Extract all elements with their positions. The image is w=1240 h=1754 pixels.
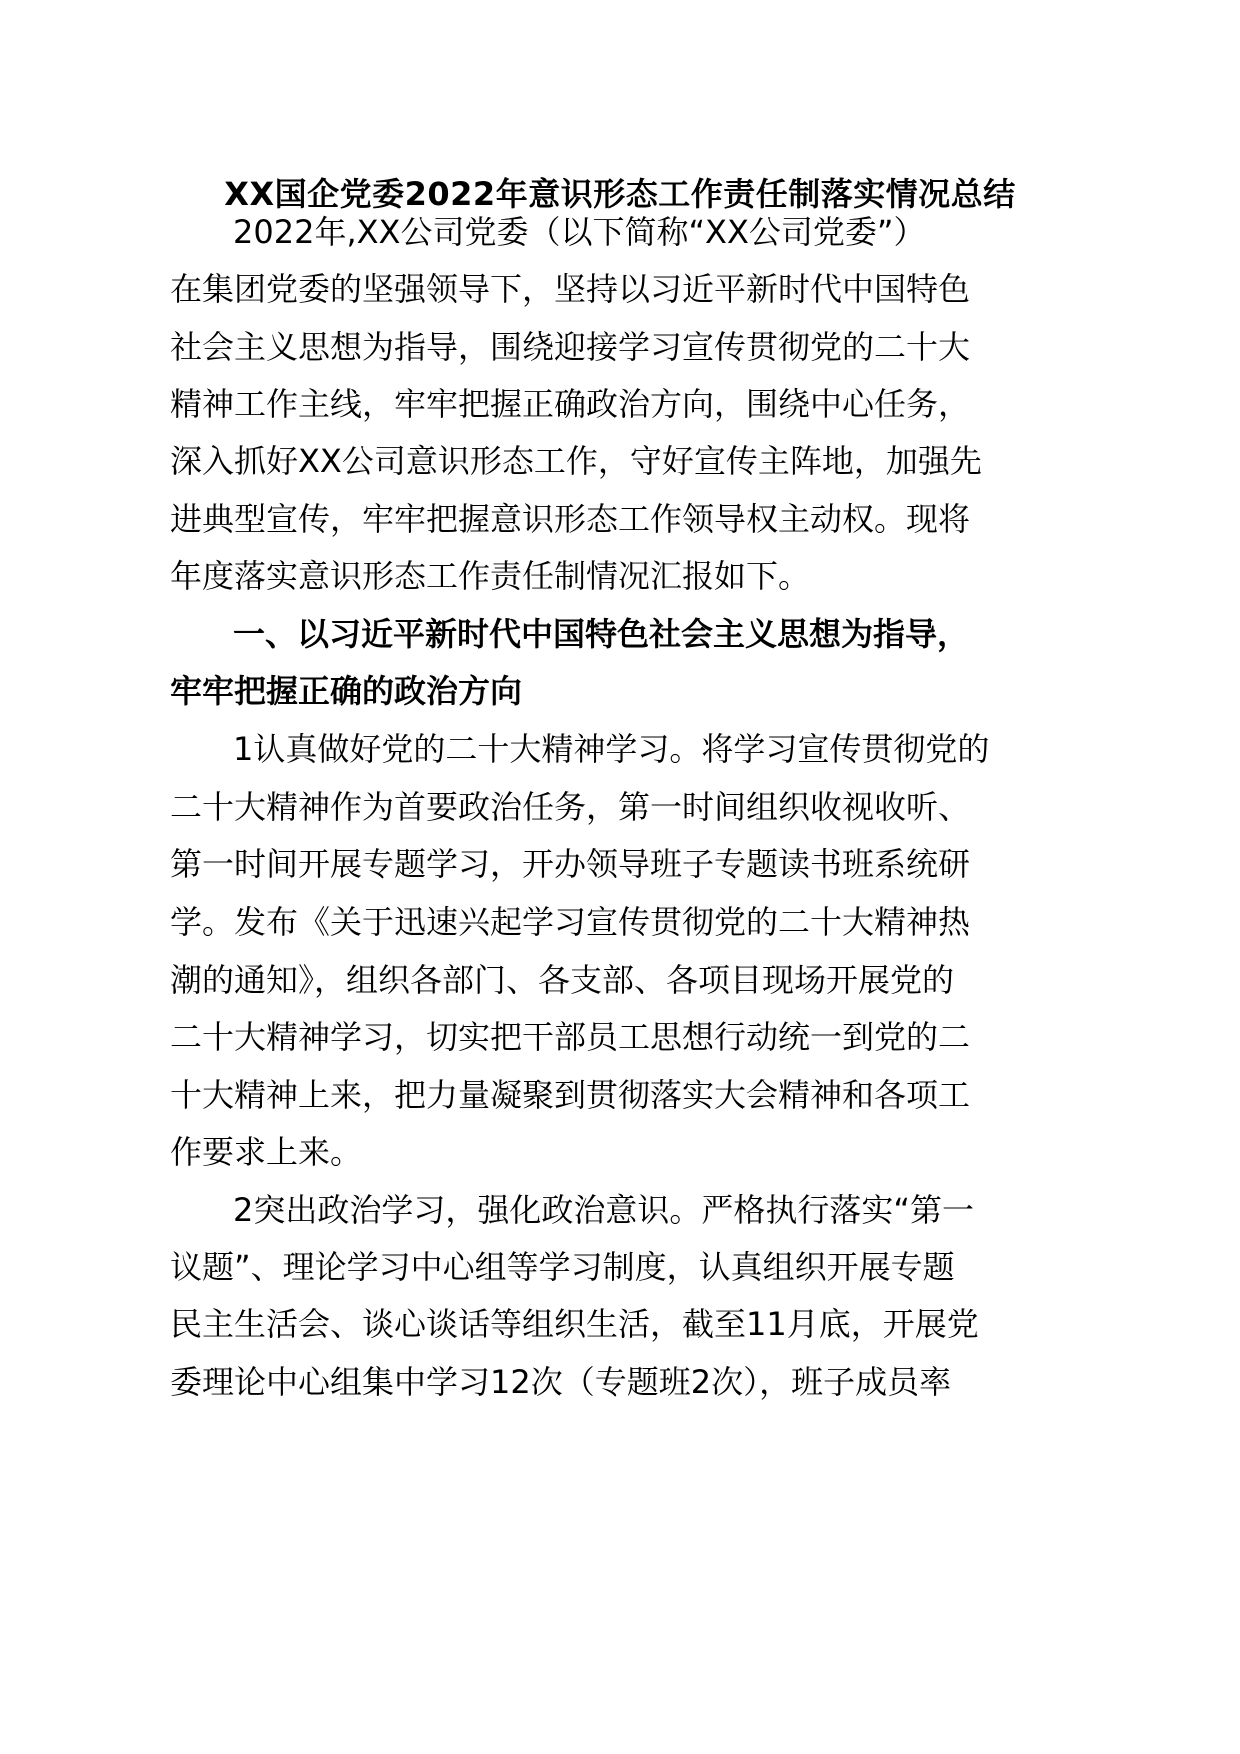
text-line: 在集团党委的坚强领导下，坚持以习近平新时代中国特色 <box>170 270 971 308</box>
text-line: 潮的通知》，组织各部门、各支部、各项目现场开展党的 <box>170 961 955 999</box>
text-line: 2022年,XX公司党委（以下简称“XX公司党委”） <box>233 213 926 251</box>
text-line: 第一时间开展专题学习，开办领导班子专题读书班系统研 <box>170 845 971 883</box>
text-line: 2突出政治学习，强化政治意识。严格执行落实“第一 <box>233 1191 974 1229</box>
text-line: 作要求上来。 <box>170 1133 363 1171</box>
text-line: 1认真做好党的二十大精神学习。将学习宣传贯彻党的 <box>233 730 990 768</box>
text-line: 学。发布《关于迅速兴起学习宣传贯彻党的二十大精神热 <box>170 903 971 941</box>
text-line: 进典型宣传，牢牢把握意识形态工作领导权主动权。现将 <box>170 500 971 538</box>
text-line: 二十大精神学习，切实把干部员工思想行动统一到党的二 <box>170 1018 971 1056</box>
document-title: XX国企党委2022年意识形态工作责任制落实情况总结 <box>224 175 1016 213</box>
text-line: 委理论中心组集中学习12次（专题班2次），班子成员率 <box>170 1363 952 1401</box>
text-line: 社会主义思想为指导，围绕迎接学习宣传贯彻党的二十大 <box>170 328 971 366</box>
text-line: 民主生活会、谈心谈话等组织生活，截至11月底，开展党 <box>170 1305 979 1343</box>
text-line: 精神工作主线，牢牢把握正确政治方向，围绕中心任务， <box>170 385 971 423</box>
section-heading: 一、以习近平新时代中国特色社会主义思想为指导， <box>233 615 970 653</box>
text-line: 十大精神上来，把力量凝聚到贯彻落实大会精神和各项工 <box>170 1076 971 1114</box>
text-line: 深入抓好XX公司意识形态工作，守好宣传主阵地，加强先 <box>170 442 982 480</box>
text-line: 二十大精神作为首要政治任务，第一时间组织收视收听、 <box>170 788 971 826</box>
text-line: 议题”、理论学习中心组等学习制度，认真组织开展专题 <box>170 1248 955 1286</box>
section-heading: 牢牢把握正确的政治方向 <box>170 672 523 710</box>
text-line: 年度落实意识形态工作责任制情况汇报如下。 <box>170 557 811 595</box>
